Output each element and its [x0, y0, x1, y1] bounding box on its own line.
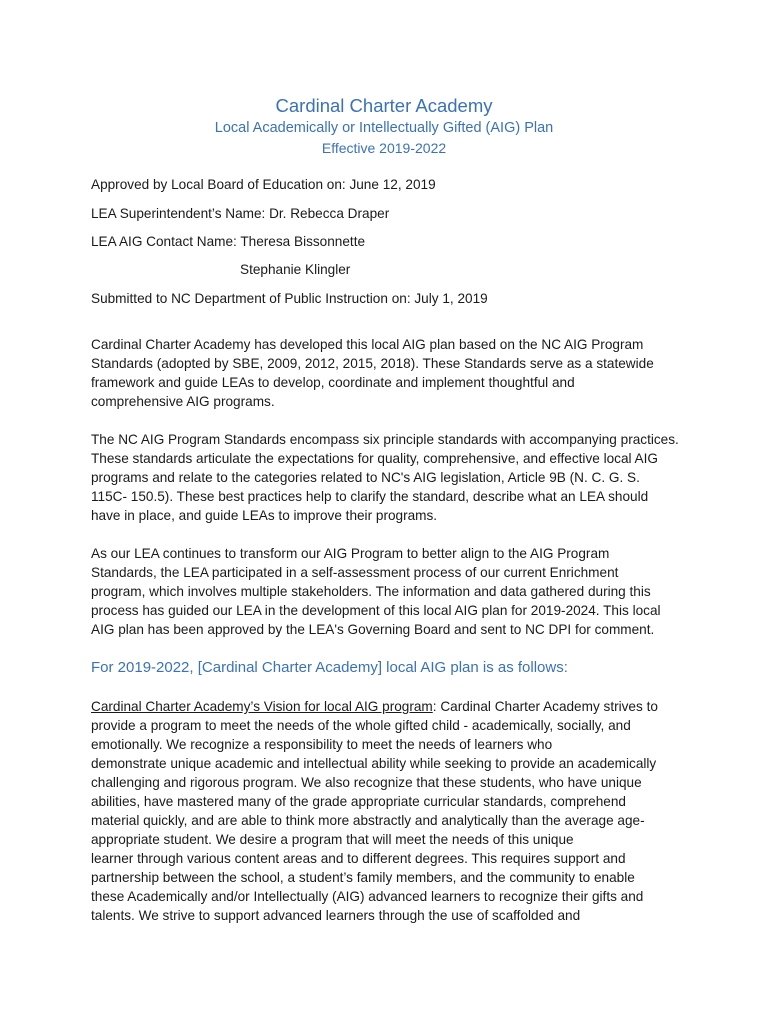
- paragraph-standards-detail: [91, 430, 691, 525]
- text-line: these Academically and/or Intellectually (AIG) advanced learners to recognize their gifts and: [91, 889, 644, 904]
- text-line: Standards, the LEA participated in a self-assessment process of our current Enrichment: [91, 565, 619, 580]
- text-line: abilities, have mastered many of the grade appropriate curricular standards, comprehend: [91, 794, 626, 809]
- aig-contact-line: LEA AIG Contact Name: Theresa Bissonnette: [91, 234, 366, 249]
- text-line: Cardinal Charter Academy has developed this local AIG plan based on the NC AIG Program: [91, 337, 644, 352]
- document-header: [0, 94, 768, 158]
- superintendent-line: LEA Superintendent’s Name: Dr. Rebecca Draper: [91, 206, 390, 221]
- text-line: The NC AIG Program Standards encompass six principle standards with accompanying practices.: [91, 432, 679, 447]
- document-title: Cardinal Charter Academy: [275, 95, 493, 116]
- plan-section-heading: For 2019-2022, [Cardinal Charter Academy] local AIG plan is as follows:: [91, 659, 568, 676]
- text-line: partnership between the school, a student’s family members, and the community to enable: [91, 870, 635, 885]
- text-line: demonstrate unique academic and intellectual ability while seeking to provide an academically: [91, 756, 657, 771]
- effective-dates: Effective 2019-2022: [321, 140, 447, 156]
- document-subtitle: Local Academically or Intellectually Gifted (AIG) Plan: [214, 120, 554, 136]
- text-line: appropriate student. We desire a program that will meet the needs of this unique: [91, 832, 574, 847]
- text-line: process has guided our LEA in the development of this local AIG plan for 2019-2024. This local: [91, 603, 661, 618]
- text-line: provide a program to meet the needs of the whole gifted child - academically, socially, and: [91, 718, 631, 733]
- text-line: These standards articulate the expectations for quality, comprehensive, and effective local AIG: [91, 451, 658, 466]
- text-line: material quickly, and are able to think more abstractly and analytically than the average age-: [91, 813, 645, 828]
- aig-contact-second-line: Stephanie Klingler: [240, 262, 351, 277]
- vision-first-line-text: : Cardinal Charter Academy strives to: [432, 699, 658, 714]
- text-line: programs and relate to the categories related to NC's AIG legislation, Article 9B (N. C. G. S.: [91, 470, 640, 485]
- paragraph-vision: [91, 697, 691, 925]
- text-line: emotionally. We recognize a responsibility to meet the needs of learners who: [91, 737, 553, 752]
- text-line: As our LEA continues to transform our AIG Program to better align to the AIG Program: [91, 546, 610, 561]
- text-line: talents. We strive to support advanced learners through the use of scaffolded and: [91, 908, 581, 923]
- approval-line: Approved by Local Board of Education on: June 12, 2019: [91, 177, 436, 192]
- text-line: Standards (adopted by SBE, 2009, 2012, 2015, 2018). These Standards serve as a statewide: [91, 356, 654, 371]
- paragraph-self-assessment: [91, 544, 691, 639]
- vision-first-line: [91, 697, 691, 716]
- text-line: challenging and rigorous program. We also recognize that these students, who have unique: [91, 775, 642, 790]
- text-line: AIG plan has been approved by the LEA's Governing Board and sent to NC DPI for comment.: [91, 622, 655, 637]
- text-line: framework and guide LEAs to develop, coordinate and implement thoughtful and: [91, 375, 575, 390]
- vision-label: Cardinal Charter Academy’s Vision for local AIG program: [91, 699, 433, 714]
- text-line: program, which involves multiple stakeholders. The information and data gathered during this: [91, 584, 651, 599]
- text-line: comprehensive AIG programs.: [91, 394, 275, 409]
- text-line: learner through various content areas and to different degrees. This requires support and: [91, 851, 626, 866]
- paragraph-standards-intro: [91, 335, 691, 411]
- text-line: have in place, and guide LEAs to improve their programs.: [91, 508, 438, 523]
- submission-line: Submitted to NC Department of Public Instruction on: July 1, 2019: [91, 291, 488, 306]
- text-line: 115C- 150.5). These best practices help to clarify the standard, describe what an LEA should: [91, 489, 649, 504]
